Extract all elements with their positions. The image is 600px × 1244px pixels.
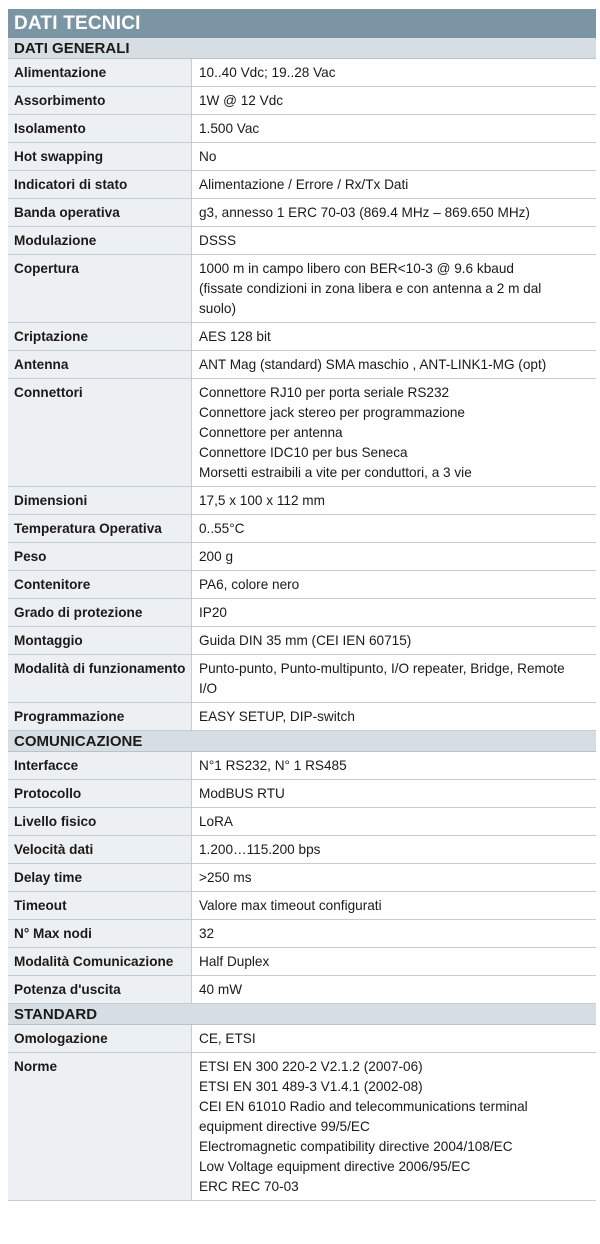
spec-value-line: Low Voltage equipment directive 2006/95/EC bbox=[199, 1159, 471, 1174]
spec-label: Peso bbox=[8, 543, 192, 570]
spec-value bbox=[192, 703, 596, 730]
spec-value bbox=[192, 599, 596, 626]
spec-label: Modalità Comunicazione bbox=[8, 948, 192, 975]
spec-value-line: Connettore jack stereo per programmazione bbox=[199, 405, 465, 420]
spec-label: Protocollo bbox=[8, 780, 192, 807]
section-heading: COMUNICAZIONE bbox=[8, 731, 596, 752]
spec-value bbox=[192, 143, 596, 170]
spec-value-line: 1.200…115.200 bps bbox=[199, 842, 321, 857]
spec-value-line: 1000 m in campo libero con BER<10-3 @ 9.6 kbaud bbox=[199, 261, 514, 276]
spec-value-line: No bbox=[199, 149, 217, 164]
spec-label: Grado di protezione bbox=[8, 599, 192, 626]
spec-value-line: 10..40 Vdc; 19..28 Vac bbox=[199, 65, 336, 80]
spec-label: Contenitore bbox=[8, 571, 192, 598]
spec-value bbox=[192, 976, 596, 1003]
spec-value-line: 1.500 Vac bbox=[199, 121, 260, 136]
spec-label: Norme bbox=[8, 1053, 192, 1200]
spec-label: Copertura bbox=[8, 255, 192, 322]
spec-row bbox=[8, 87, 596, 115]
section-heading: DATI GENERALI bbox=[8, 38, 596, 59]
spec-value bbox=[192, 655, 596, 702]
spec-value bbox=[192, 808, 596, 835]
spec-value bbox=[192, 87, 596, 114]
spec-value-line: Connettore RJ10 per porta seriale RS232 bbox=[199, 385, 450, 400]
spec-label: Connettori bbox=[8, 379, 192, 486]
spec-row bbox=[8, 351, 596, 379]
spec-label: Montaggio bbox=[8, 627, 192, 654]
spec-value-line: 40 mW bbox=[199, 982, 243, 997]
spec-row bbox=[8, 1025, 596, 1053]
spec-label: N° Max nodi bbox=[8, 920, 192, 947]
spec-row bbox=[8, 199, 596, 227]
spec-section bbox=[8, 1004, 596, 1201]
spec-value-line: Half Duplex bbox=[199, 954, 270, 969]
spec-row bbox=[8, 703, 596, 731]
spec-value bbox=[192, 836, 596, 863]
spec-label: Delay time bbox=[8, 864, 192, 891]
spec-row bbox=[8, 780, 596, 808]
spec-value-line: Morsetti estraibili a vite per conduttori, a 3 vie bbox=[199, 465, 472, 480]
spec-value-line: Guida DIN 35 mm (CEI IEN 60715) bbox=[199, 633, 412, 648]
spec-label: Isolamento bbox=[8, 115, 192, 142]
spec-value-line: ANT Mag (standard) SMA maschio , ANT-LINK1-MG (opt) bbox=[199, 357, 547, 372]
spec-value bbox=[192, 948, 596, 975]
spec-value-line: ERC REC 70-03 bbox=[199, 1179, 299, 1194]
spec-value-line: PA6, colore nero bbox=[199, 577, 300, 592]
spec-section bbox=[8, 38, 596, 731]
spec-label: Omologazione bbox=[8, 1025, 192, 1052]
spec-sections bbox=[8, 38, 596, 1201]
spec-row bbox=[8, 515, 596, 543]
spec-value-line: ETSI EN 301 489-3 V1.4.1 (2002-08) bbox=[199, 1079, 423, 1094]
spec-value bbox=[192, 920, 596, 947]
spec-label: Indicatori di stato bbox=[8, 171, 192, 198]
spec-row bbox=[8, 920, 596, 948]
spec-value bbox=[192, 752, 596, 779]
section-heading: STANDARD bbox=[8, 1004, 596, 1025]
spec-value-line: 17,5 x 100 x 112 mm bbox=[199, 493, 325, 508]
spec-value-line: Electromagnetic compatibility directive 2004/108/EC bbox=[199, 1139, 513, 1154]
spec-row bbox=[8, 1053, 596, 1201]
spec-row bbox=[8, 836, 596, 864]
spec-section bbox=[8, 731, 596, 1004]
spec-value-line: Connettore IDC10 per bus Seneca bbox=[199, 445, 408, 460]
spec-row bbox=[8, 752, 596, 780]
spec-value bbox=[192, 780, 596, 807]
spec-value-line: LoRA bbox=[199, 814, 234, 829]
spec-row bbox=[8, 864, 596, 892]
spec-row bbox=[8, 487, 596, 515]
spec-label: Hot swapping bbox=[8, 143, 192, 170]
spec-value bbox=[192, 1053, 596, 1200]
spec-value bbox=[192, 115, 596, 142]
spec-value-line: ETSI EN 300 220-2 V2.1.2 (2007-06) bbox=[199, 1059, 423, 1074]
spec-value-line: IP20 bbox=[199, 605, 227, 620]
spec-value-line: (fissate condizioni in zona libera e con antenna a 2 m dal bbox=[199, 281, 542, 296]
spec-value bbox=[192, 323, 596, 350]
spec-value-line: Valore max timeout configurati bbox=[199, 898, 382, 913]
spec-value bbox=[192, 487, 596, 514]
spec-row bbox=[8, 808, 596, 836]
spec-label: Velocità dati bbox=[8, 836, 192, 863]
spec-sheet bbox=[8, 0, 596, 1201]
spec-value-line: I/O bbox=[199, 681, 218, 696]
spec-label: Livello fisico bbox=[8, 808, 192, 835]
spec-value-line: DSSS bbox=[199, 233, 237, 248]
spec-label: Temperatura Operativa bbox=[8, 515, 192, 542]
spec-row bbox=[8, 543, 596, 571]
spec-value-line: 0..55°C bbox=[199, 521, 245, 536]
spec-value-line: Alimentazione / Errore / Rx/Tx Dati bbox=[199, 177, 409, 192]
spec-row bbox=[8, 599, 596, 627]
spec-row bbox=[8, 892, 596, 920]
spec-value-line: equipment directive 99/5/EC bbox=[199, 1119, 370, 1134]
spec-value-line: Connettore per antenna bbox=[199, 425, 343, 440]
spec-value-line: CEI EN 61010 Radio and telecommunications terminal bbox=[199, 1099, 528, 1114]
spec-row bbox=[8, 976, 596, 1004]
spec-label: Assorbimento bbox=[8, 87, 192, 114]
spec-value bbox=[192, 379, 596, 486]
spec-label: Alimentazione bbox=[8, 59, 192, 86]
spec-label: Interfacce bbox=[8, 752, 192, 779]
spec-row bbox=[8, 255, 596, 323]
spec-value-line: N°1 RS232, N° 1 RS485 bbox=[199, 758, 347, 773]
spec-label: Programmazione bbox=[8, 703, 192, 730]
page-title: DATI TECNICI bbox=[8, 9, 596, 38]
spec-value bbox=[192, 864, 596, 891]
spec-value-line: EASY SETUP, DIP-switch bbox=[199, 709, 355, 724]
spec-value-line: ModBUS RTU bbox=[199, 786, 285, 801]
spec-value bbox=[192, 199, 596, 226]
spec-row bbox=[8, 571, 596, 599]
spec-value-line: 1W @ 12 Vdc bbox=[199, 93, 284, 108]
spec-row bbox=[8, 323, 596, 351]
spec-value bbox=[192, 892, 596, 919]
spec-row bbox=[8, 143, 596, 171]
spec-row bbox=[8, 59, 596, 87]
spec-value-line: AES 128 bit bbox=[199, 329, 271, 344]
spec-value bbox=[192, 255, 596, 322]
spec-label: Dimensioni bbox=[8, 487, 192, 514]
spec-value bbox=[192, 171, 596, 198]
spec-value bbox=[192, 1025, 596, 1052]
spec-row bbox=[8, 655, 596, 703]
spec-value-line: Punto-punto, Punto-multipunto, I/O repeater, Bridge, Remote bbox=[199, 661, 565, 676]
spec-row bbox=[8, 627, 596, 655]
spec-value bbox=[192, 59, 596, 86]
spec-value bbox=[192, 351, 596, 378]
spec-label: Timeout bbox=[8, 892, 192, 919]
spec-row bbox=[8, 227, 596, 255]
spec-value-line: >250 ms bbox=[199, 870, 252, 885]
spec-label: Criptazione bbox=[8, 323, 192, 350]
spec-value-line: g3, annesso 1 ERC 70-03 (869.4 MHz – 869.650 MHz) bbox=[199, 205, 530, 220]
spec-row bbox=[8, 948, 596, 976]
spec-value-line: suolo) bbox=[199, 301, 237, 316]
spec-label: Modalità di funzionamento bbox=[8, 655, 192, 702]
spec-row bbox=[8, 171, 596, 199]
spec-label: Antenna bbox=[8, 351, 192, 378]
spec-value-line: 32 bbox=[199, 926, 215, 941]
spec-row bbox=[8, 379, 596, 487]
spec-value bbox=[192, 227, 596, 254]
spec-label: Potenza d'uscita bbox=[8, 976, 192, 1003]
spec-value bbox=[192, 543, 596, 570]
spec-value bbox=[192, 515, 596, 542]
spec-value-line: CE, ETSI bbox=[199, 1031, 256, 1046]
spec-value bbox=[192, 627, 596, 654]
spec-value bbox=[192, 571, 596, 598]
spec-value-line: 200 g bbox=[199, 549, 234, 564]
spec-label: Banda operativa bbox=[8, 199, 192, 226]
spec-row bbox=[8, 115, 596, 143]
spec-label: Modulazione bbox=[8, 227, 192, 254]
